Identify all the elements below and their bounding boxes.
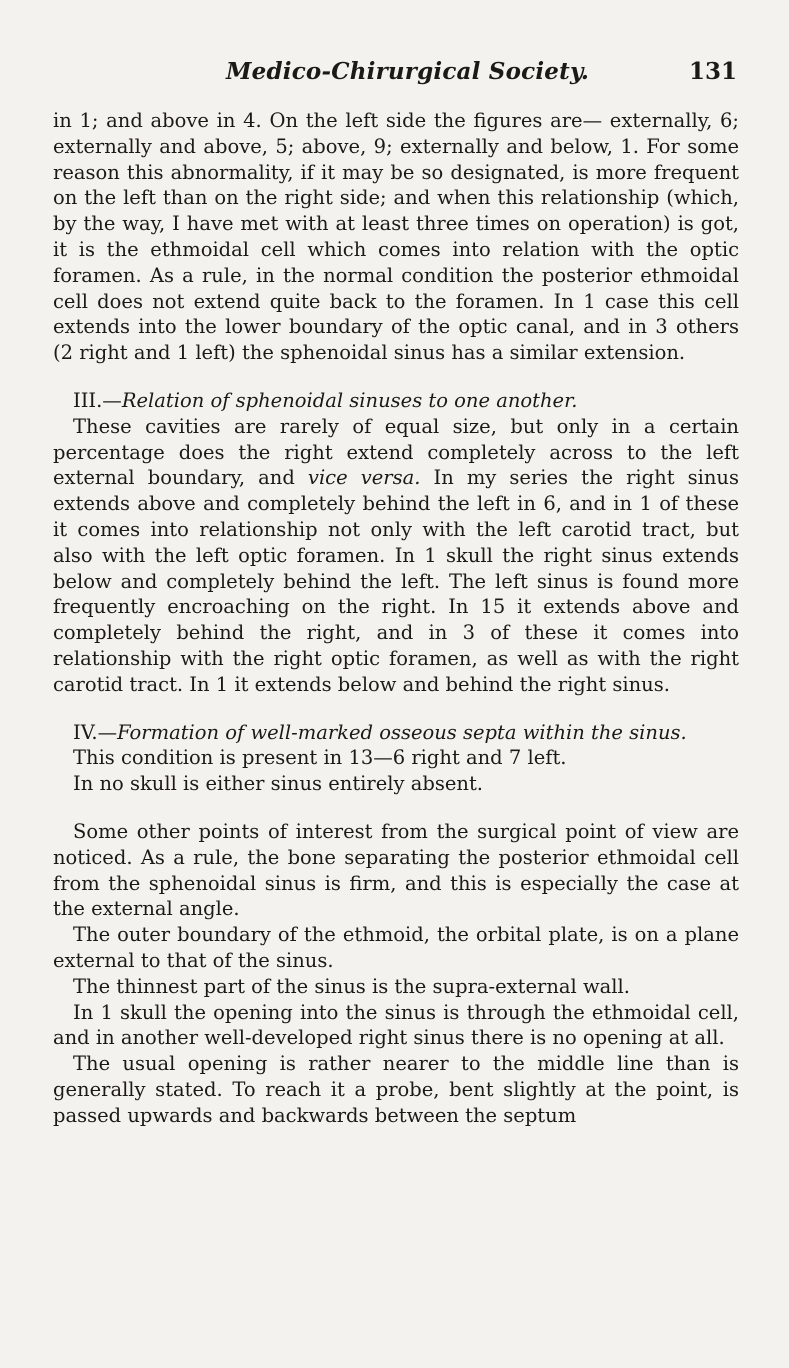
section-heading-iii <box>53 388 739 414</box>
section-number: IV.— <box>73 720 118 744</box>
paragraph-thinnest-part: The thinnest part of the sinus is the supra-external wall. <box>73 974 630 998</box>
paragraph-text: These cavities are rarely of equal size, but only in a certain percentage does the right extend completely across to the left external boundary, and <box>53 414 739 490</box>
section-heading-iv <box>53 720 739 746</box>
paragraph-text: In my series the right sinus extends above and completely behind the left in 6, and in 1 of these it comes into relationship not only with the left carotid tract, but also with the left optic foramen. In 1 skull the right sinus extends below and completely behind the left. The left sinus is found more frequently encroaching on the right. In 15 it extends above and completely behind the right, and in 3 of these it comes into relationship with the right optic foramen, as well as with the right carotid tract. In 1 it extends below and behind the right sinus. <box>53 466 739 696</box>
paragraph-surgical-points: Some other points of interest from the surgical point of view are noticed. As a rule, the bone separating the posterior ethmoidal cell from the sphenoidal sinus is firm, and this is especially the case at the external angle. <box>53 819 739 921</box>
section-spacer <box>53 698 739 720</box>
section-spacer <box>53 366 739 388</box>
section-number: III.— <box>73 388 122 412</box>
section-title: Relation of sphenoidal sinuses to one another. <box>121 388 578 412</box>
paragraph-outer-boundary: The outer boundary of the ethmoid, the orbital plate, is on a plane external to that of the sinus. <box>53 923 739 972</box>
paragraph-absence: In no skull is either sinus entirely absent. <box>73 772 483 796</box>
body-text <box>53 108 739 1128</box>
paragraph-usual-opening: The usual opening is rather nearer to the middle line than is generally stated. To reach it a probe, bent slightly at the point, is passed upwards and backwards between the septum <box>53 1052 739 1127</box>
running-head <box>0 58 789 98</box>
italic-phrase: vice versa. <box>307 466 421 490</box>
page-number: 131 <box>688 58 737 85</box>
paragraph-opening-cell: In 1 skull the opening into the sinus is through the ethmoidal cell, and in another well-developed right sinus there is no opening at all. <box>53 1000 739 1050</box>
paragraph-continuation: in 1; and above in 4. On the left side the figures are— externally, 6; externally and above, 5; above, 9; externally and below, 1. For some reason this abnormality, if it may be so designated, is more frequent on the left than on the right side; and when this relationship (which, by the way, I have met with at least three times on operation) is got, it is the ethmoidal cell which comes into relation with the optic foramen. As a rule, in the normal condition the posterior ethmoidal cell does not extend quite back to the foramen. In 1 case this cell extends into the lower boundary of the optic canal, and in 3 others (2 right and 1 left) the sphenoidal sinus has a similar extension. <box>53 109 739 365</box>
running-title: Medico-Chirurgical Society. <box>226 58 590 85</box>
section-title: Formation of well-marked osseous septa within the sinus. <box>117 720 687 744</box>
paragraph-septa: This condition is present in 13—6 right and 7 left. <box>73 746 567 770</box>
section-spacer <box>53 797 739 819</box>
paragraph-sphenoidal-relation <box>53 414 739 698</box>
